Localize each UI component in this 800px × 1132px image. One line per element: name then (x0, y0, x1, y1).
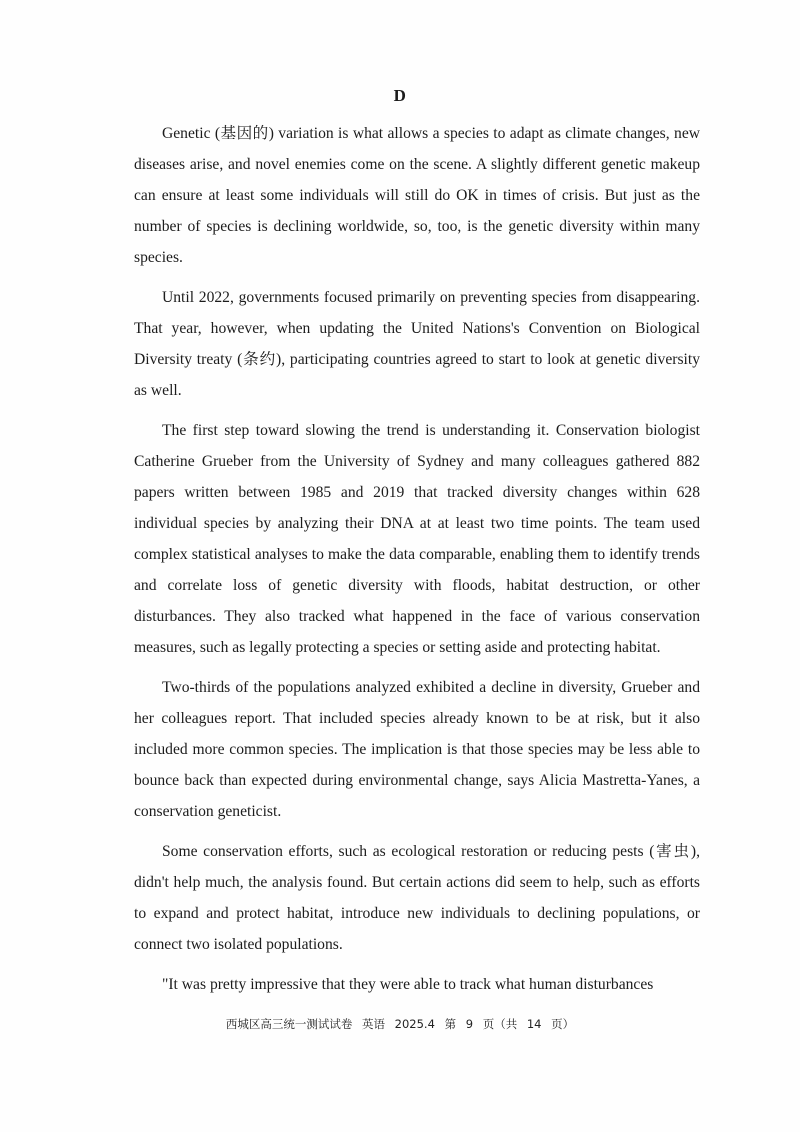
paragraph: Two-thirds of the populations analyzed exhibited a decline in diversity, Grueber and her colleagues report. That included species already known to be at risk, but it also included more common species. The implication is that those species may be less able to bounce back than expected during environmental change, says Alicia Mastretta-Yanes, a conservation geneticist. (134, 679, 700, 820)
section-letter: D (393, 86, 407, 105)
paragraph: Some conservation efforts, such as ecological restoration or reducing pests (害虫), didn't help much, the analysis found. But certain actions did seem to help, such as efforts to expand and protect habitat, introduce new individuals to declining populations, or connect two isolated populations. (134, 843, 700, 953)
article-body (134, 118, 700, 1009)
paragraph: The first step toward slowing the trend is understanding it. Conservation biologist Catherine Grueber from the University of Sydney and many colleagues gathered 882 papers written between 1985 and 2019 that tracked diversity changes within 628 individual species by analyzing their DNA at at least two time points. The team used complex statistical analyses to make the data comparable, enabling them to identify trends and correlate loss of genetic diversity with floods, habitat destruction, or other disturbances. They also tracked what happened in the face of various conservation measures, such as legally protecting a species or setting aside and protecting habitat. (134, 422, 700, 656)
paragraph: Until 2022, governments focused primarily on preventing species from disappearing. That year, however, when updating the United Nations's Convention on Biological Diversity treaty (条约), participating countries agreed to start to look at genetic diversity as well. (134, 289, 700, 399)
paragraph: Genetic (基因的) variation is what allows a species to adapt as climate changes, new diseases arise, and novel enemies come on the scene. A slightly different genetic makeup can ensure at least some individuals will still do OK in times of crisis. But just as the number of species is declining worldwide, so, too, is the genetic diversity within many species. (134, 125, 700, 266)
paragraph: "It was pretty impressive that they were able to track what human disturbances (162, 976, 654, 993)
page-footer: 西城区高三统一测试试卷 英语 2025.4 第 9 页（共 14 页） (225, 1017, 575, 1031)
